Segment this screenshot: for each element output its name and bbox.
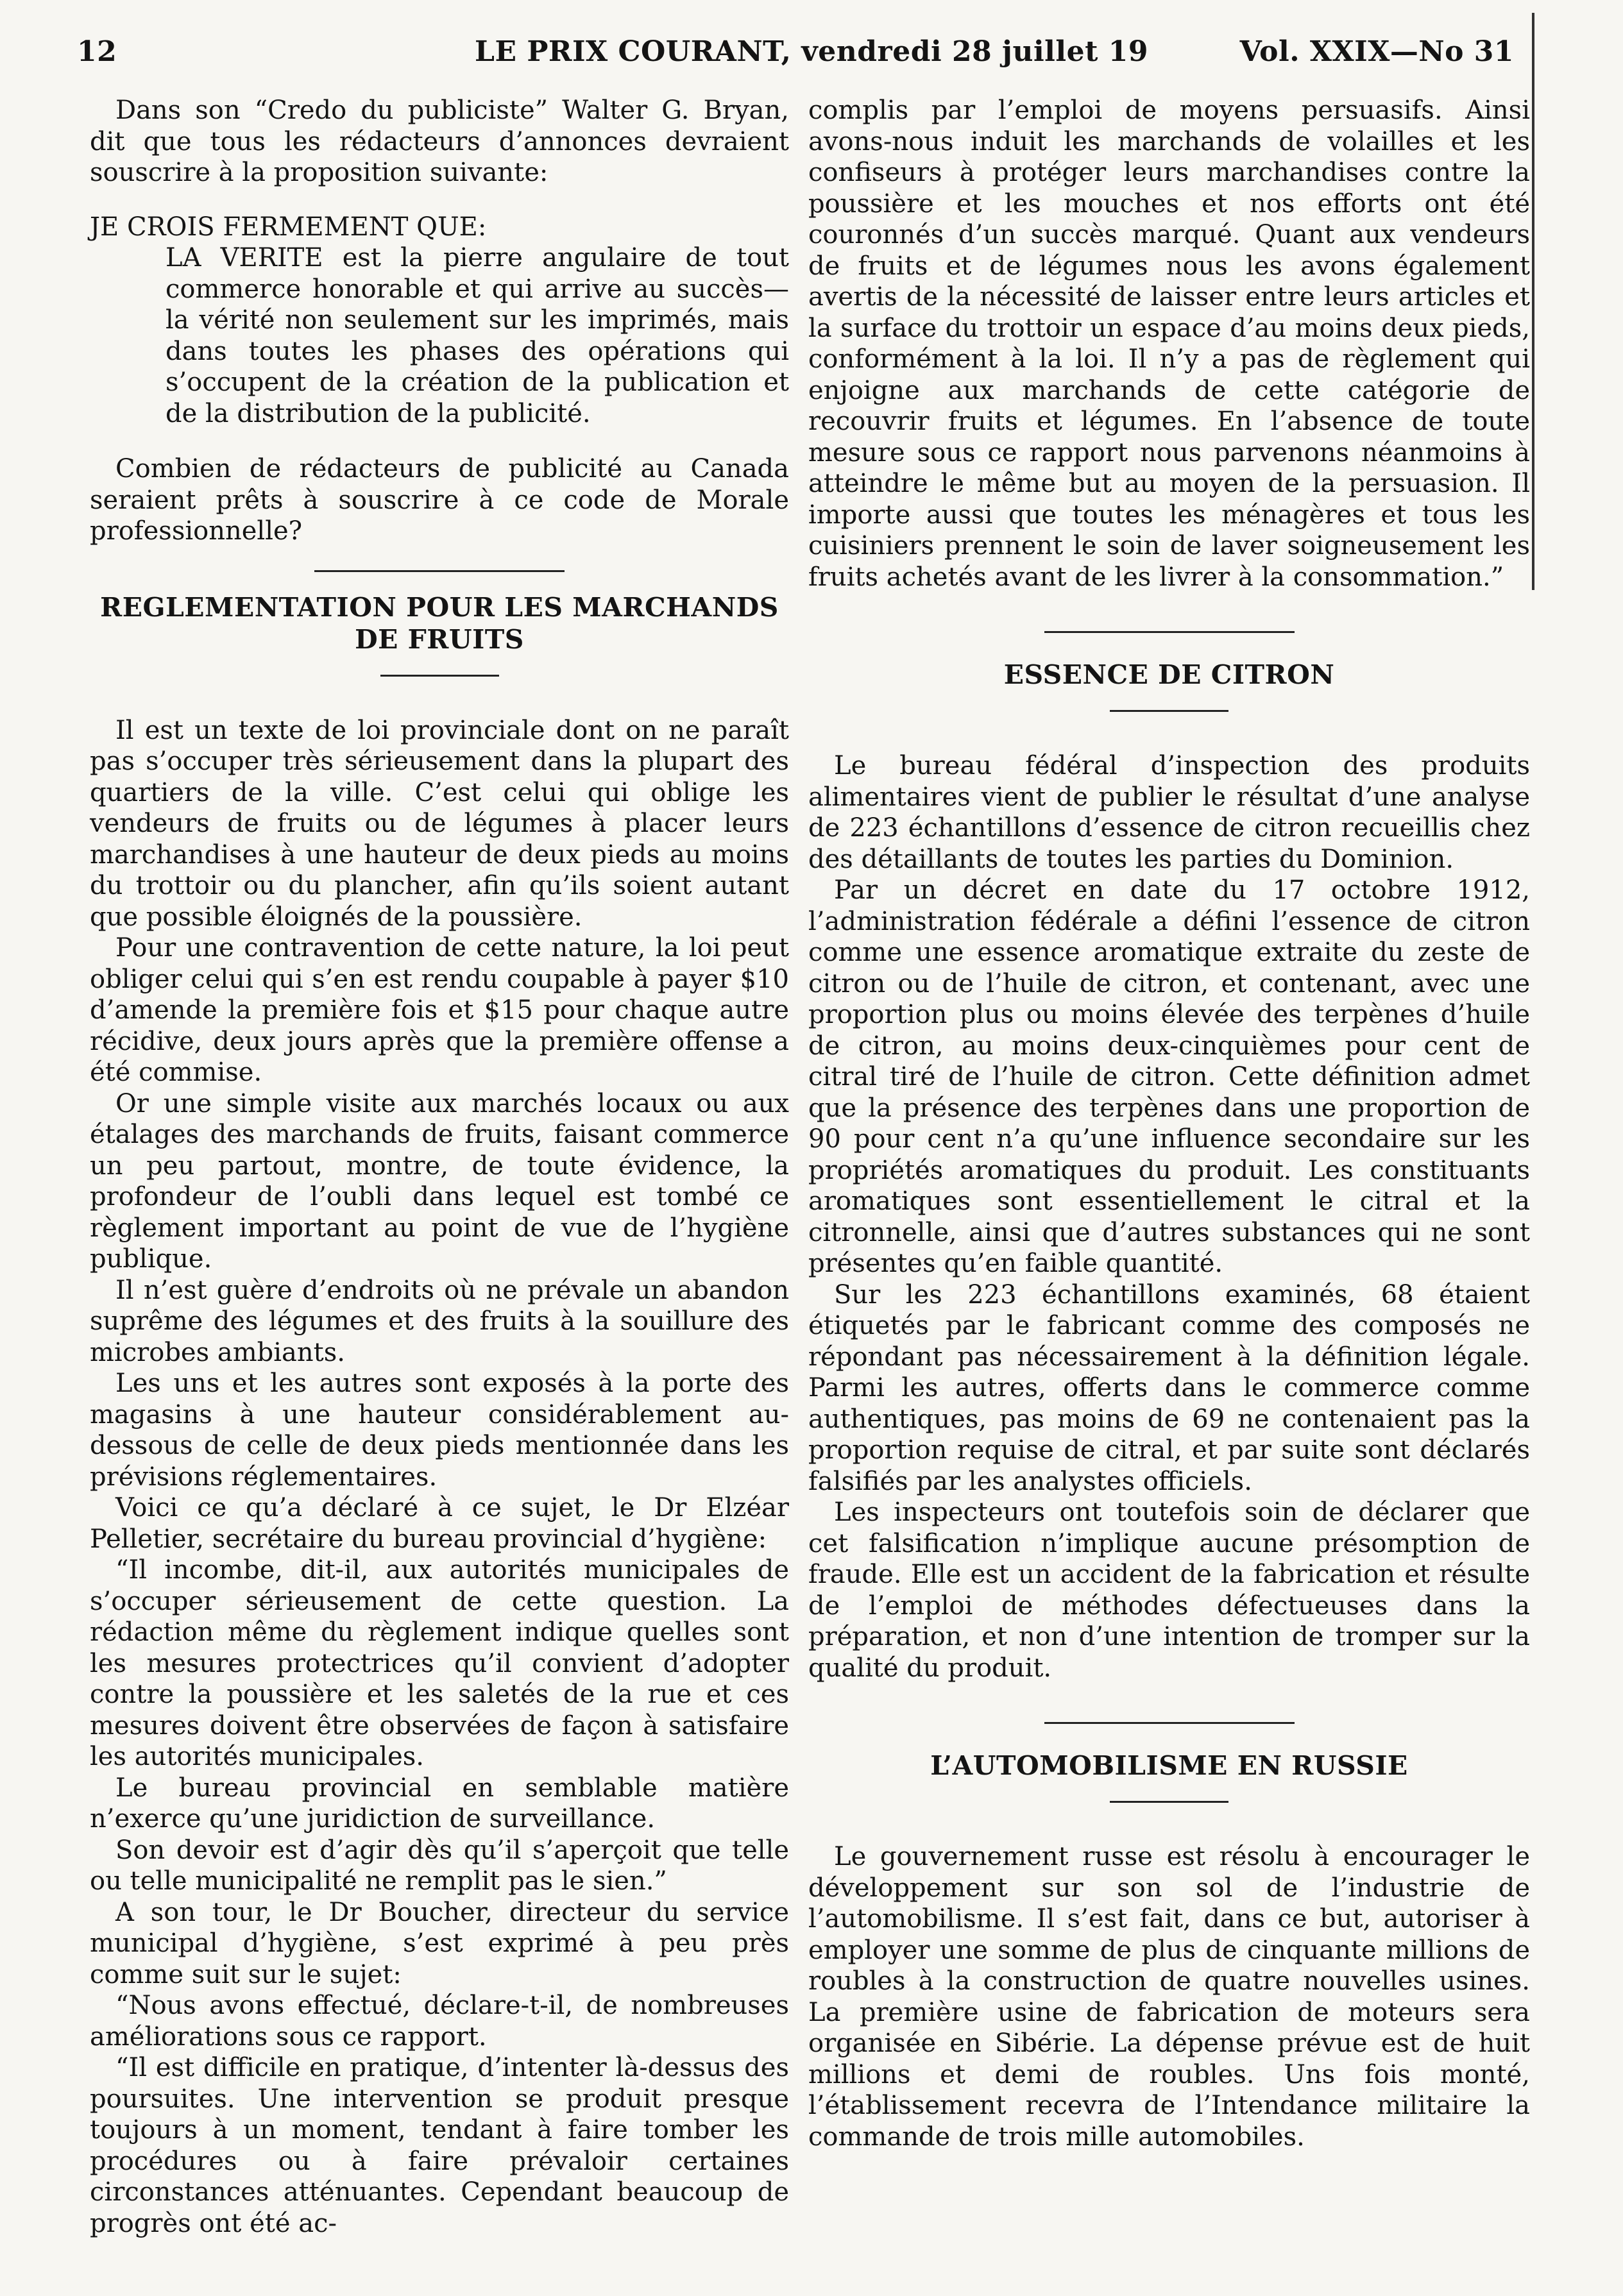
page-header <box>0 35 1623 80</box>
article-title-automobilisme: L’AUTOMOBILISME EN RUSSIE <box>930 1750 1408 1781</box>
credo-heading: JE CROIS FERMEMENT QUE: <box>90 212 487 242</box>
article-paragraph: Il n’est guère d’endroits où ne prévale un abandon suprême des légumes et des fruits à la souillure des microbes ambiants. <box>90 1275 789 1367</box>
quoted-paragraph: “Nous avons effectué, déclare-t-il, de nombreuses améliorations sous ce rapport. <box>90 1991 789 2052</box>
credo-intro: Dans son “Credo du publiciste” Walter G. Bryan, dit que tous les rédacteurs d’annonces devraient souscrire à la proposition suivante: <box>90 96 789 187</box>
article-paragraph: Par un décret en date du 17 octobre 1912, l’administration fédérale a défini l’essence de citron comme une essence aromatique extraite du zeste de citron ou de l’huile de citron, et contenant, avec une proportion plus ou moins élevée des terpènes d’huile de citron, au moins deux-cinquièmes pour cent de citral tiré de l’huile de citron. Cette définition admet que la présence des terpènes dans une proportion de 90 pour cent n’a qu’une influence secondaire sur les propriétés aromatiques du produit. Les constituants aromatiques sont essentiellement le citral et la citronnelle, ainsi que d’autres substances qui ne sont présentes qu’en faible quantité. <box>808 875 1530 1278</box>
section-divider <box>1044 631 1295 633</box>
title-underline <box>1110 1801 1228 1803</box>
section-divider <box>1044 1722 1295 1724</box>
article-continuation: complis par l’emploi de moyens persuasifs. Ainsi avons-nous induit les marchands de volailles et les confiseurs à protéger leurs marchandises contre la poussière et les mouches et nos efforts ont été couronnés d’un succès marqué. Quant aux vendeurs de fruits et de légumes nous les avons également avertis de la nécessité de laisser entre leurs articles et la surface du trottoir un espace d’au moins deux pieds, conformément à la loi. Il n’y a pas de règlement qui enjoigne aux marchands de cette catégorie de recouvrir fruits et légumes. En l’absence de toute mesure sous ce rapport nous parvenons néanmoins à atteindre le même but au moyen de la persuasion. Il importe aussi que toutes les ménagères et tous les cuisiniers prennent le soin de laver soigneusement les fruits achetés avant de les livrer à la consommation.” <box>808 96 1530 592</box>
section-divider <box>314 570 565 572</box>
page-number: 12 <box>77 35 117 68</box>
article-paragraph: Sur les 223 échantillons examinés, 68 étaient étiquetés par le fabricant comme des composés ne répondant pas nécessairement à la définition légale. Parmi les autres, offerts dans le commerce comme authentiques, pas moins de 69 ne contenaient pas la proportion requise de citral, et par suite sont déclarés falsifiés par les analystes officiels. <box>808 1279 1530 1496</box>
article-paragraph: Pour une contravention de cette nature, la loi peut obliger celui qui s’en est rendu coupable à payer $10 d’amende la première fois et $15 pour chaque autre récidive, deux jours après que la première offense a été commise. <box>90 933 789 1087</box>
article-paragraph: Voici ce qu’a déclaré à ce sujet, le Dr Elzéar Pelletier, secrétaire du bureau provincial d’hygiène: <box>90 1493 789 1554</box>
article-paragraph: Le gouvernement russe est résolu à encourager le développement sur son sol de l’industrie de l’automobilisme. Il s’est fait, dans ce but, autoriser à employer une somme de plus de cinquante millions de roubles à la construction de quatre nouvelles usines. La première usine de fabrication de moteurs sera organisée en Sibérie. La dépense prévue est de huit millions et demi de roubles. Uns fois monté, l’établissement recevra de l’Intendance militaire la commande de trois mille automobiles. <box>808 1842 1530 2152</box>
article-paragraph: Or une simple visite aux marchés locaux ou aux étalages des marchands de fruits, faisant commerce un peu partout, montre, de toute évidence, la profondeur de l’oubli dans lequel est tombé ce règlement important au point de vue de l’hygiène publique. <box>90 1088 789 1274</box>
left-column <box>90 95 789 2239</box>
credo-body: LA VERITE est la pierre angulaire de tout commerce honorable et qui arrive au succès—la vérité non seulement sur les imprimés, mais dans toutes les phases des opérations qui s’occupent de la création de la publication et de la distribution de la publicité. <box>166 243 789 428</box>
article-paragraph: Les inspecteurs ont toutefois soin de déclarer que cet falsification n’implique aucune présomption de fraude. Elle est un accident de la fabrication et résulte de l’emploi de méthodes défectueuses dans la préparation, et non d’une intention de tromper sur la qualité du produit. <box>808 1498 1530 1683</box>
title-underline <box>380 675 499 677</box>
right-column <box>808 95 1530 2152</box>
publication-title: LE PRIX COURANT, vendredi 28 juillet 19 <box>475 35 1148 68</box>
article-paragraph: A son tour, le Dr Boucher, directeur du service municipal d’hygiène, s’est exprimé à peu près comme suit sur le sujet: <box>90 1897 789 1989</box>
credo-closing: Combien de rédacteurs de publicité au Canada seraient prêts à souscrire à ce code de Morale professionnelle? <box>90 454 789 546</box>
quoted-paragraph: “Il incombe, dit-il, aux autorités municipales de s’occuper sérieusement de cette question. La rédaction même du règlement indique quelles sont les mesures protectrices qu’il convient d’adopter contre la poussière et les saletés de la rue et ces mesures doivent être observées de façon à satisfaire les autorités municipales. <box>90 1555 789 1771</box>
margin-rule <box>1532 13 1534 590</box>
article-paragraph: Il est un texte de loi provinciale dont on ne paraît pas s’occuper très sérieusement dans la plupart des quartiers de la ville. C’est celui qui oblige les vendeurs de fruits ou de légumes à placer leurs marchandises à une hauteur de deux pieds au moins du trottoir ou du plancher, afin qu’ils soient autant que possible éloignés de la poussière. <box>90 715 789 932</box>
article-paragraph: Le bureau fédéral d’inspection des produits alimentaires vient de publier le résultat d’une analyse de 223 échantillons d’essence de citron recueillis chez des détaillants de toutes les parties du Dominion. <box>808 751 1530 874</box>
quoted-paragraph: Le bureau provincial en semblable matière n’exerce qu’une juridiction de surveillance. <box>90 1773 789 1834</box>
article-title-fruits: REGLEMENTATION POUR LES MARCHANDS DE FRUITS <box>100 591 779 655</box>
article-paragraph: Les uns et les autres sont exposés à la porte des magasins à une hauteur considérablement au-dessous de celle de deux pieds mentionnée dans les prévisions réglementaires. <box>90 1369 789 1492</box>
title-underline <box>1110 710 1228 712</box>
quoted-paragraph: Son devoir est d’agir dès qu’il s’aperçoit que telle ou telle municipalité ne remplit pas le sien.” <box>90 1835 789 1896</box>
quoted-paragraph: “Il est difficile en pratique, d’intenter là-dessus des poursuites. Une intervention se produit presque toujours à un moment, tendant à faire tomber les procédures ou à faire prévaloir certaines circonstances atténuantes. Cependant beaucoup de progrès ont été ac- <box>90 2053 789 2238</box>
volume-number: Vol. XXIX—No 31 <box>1239 35 1514 68</box>
article-title-citron: ESSENCE DE CITRON <box>1003 659 1335 690</box>
